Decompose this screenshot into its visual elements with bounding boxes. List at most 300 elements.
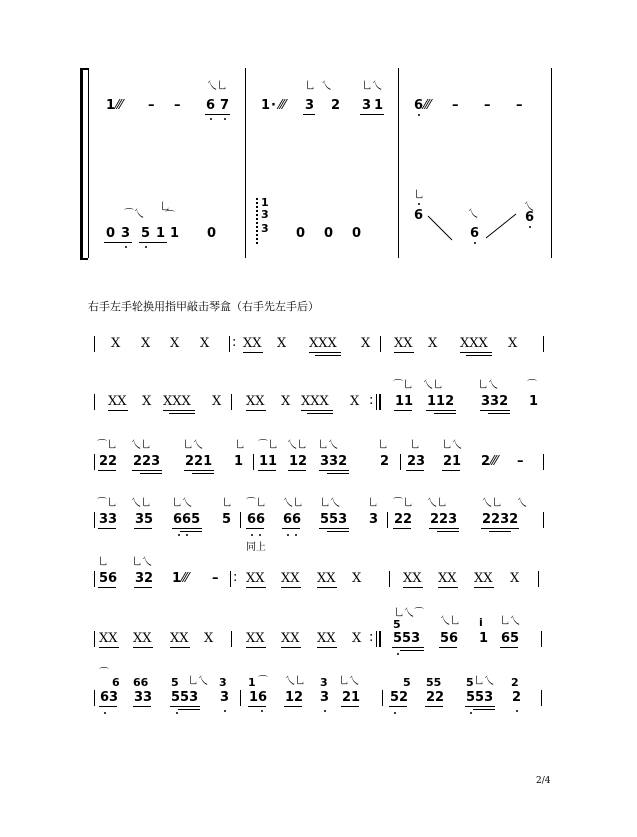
rest: 0 (352, 226, 362, 241)
repeat-barline (230, 571, 231, 587)
rest: 0 (296, 226, 306, 241)
ornament: 乚 (222, 498, 232, 509)
underline (394, 352, 414, 353)
tremolo: ⁄⁄⁄ (491, 454, 498, 469)
repeat-sign: : (233, 570, 238, 585)
low-dot (261, 710, 263, 712)
underline (327, 473, 349, 474)
beat-group: XX (99, 631, 118, 646)
note-group: 56 (440, 631, 459, 646)
underline (134, 587, 152, 588)
underline (438, 587, 458, 588)
underline (180, 531, 202, 532)
ornament: 乚乀⌒ (394, 608, 424, 619)
barline (541, 631, 542, 647)
ornament: 乚乀 (478, 380, 498, 391)
note: 1 (172, 571, 182, 586)
note: 2 (331, 98, 341, 113)
underline (480, 410, 510, 411)
note-group: 332 (481, 394, 509, 409)
note-group: 223 (133, 454, 161, 469)
low-dot (224, 118, 226, 120)
underline (172, 528, 202, 529)
low-dot (474, 242, 476, 244)
repeat-barline-thick (379, 631, 381, 647)
ornament: 乀乚 (283, 498, 303, 509)
beat-x: X (361, 336, 371, 351)
underline (169, 413, 195, 414)
underline (400, 650, 424, 651)
tremolo: ⁄⁄⁄ (116, 98, 123, 113)
beat-group: XX (108, 394, 127, 409)
ornament: 乀乚 (427, 498, 447, 509)
ornament: 乚乀 (320, 498, 340, 509)
barline (543, 454, 544, 470)
barline (94, 512, 95, 528)
repeat-barline (376, 394, 377, 410)
ornament: 乀乚 (131, 440, 151, 451)
dash: – (212, 571, 219, 586)
note-group: 66 (247, 512, 266, 527)
barline (387, 512, 388, 528)
repeat-sign: : (232, 335, 237, 350)
tremolo: ⁄⁄⁄ (424, 98, 431, 113)
page-number: 2/4 (536, 776, 551, 786)
tremolo: ⁄⁄⁄ (182, 571, 189, 586)
note: 3 (305, 98, 315, 113)
dash: – (148, 98, 155, 113)
note-group: 12 (289, 454, 308, 469)
barline (543, 512, 544, 528)
underline (429, 528, 459, 529)
barline (400, 454, 401, 470)
note: 5 (222, 512, 232, 527)
underline (98, 528, 116, 529)
beat-group: XX (170, 631, 189, 646)
ornament: 乀乚 (482, 498, 502, 509)
beat-group: XX (246, 394, 265, 409)
note: 0 (207, 226, 217, 241)
low-dot (224, 710, 226, 712)
repeat-barline (229, 336, 230, 352)
beat-group: XXX (301, 394, 329, 409)
ornament: 乚 (368, 498, 378, 509)
low-dot (397, 653, 399, 655)
note: 5 (393, 618, 401, 631)
beat-group: XX (317, 571, 336, 586)
note-group: 22 (426, 690, 445, 705)
note: 1 (106, 98, 116, 113)
note-group: 11 (259, 454, 278, 469)
underline (341, 706, 359, 707)
ornament: 乚 (235, 440, 245, 451)
low-dot (210, 118, 212, 120)
underline (163, 410, 195, 411)
ornament: 乚 (414, 190, 424, 201)
repeat-barline-thick (379, 394, 381, 410)
note-group: 553 (466, 690, 494, 705)
barline (253, 454, 254, 470)
underline (178, 709, 200, 710)
note-group: 65 (501, 631, 520, 646)
underline (170, 647, 190, 648)
barline (538, 571, 539, 587)
beat-x: X (142, 394, 152, 409)
ornament: 乚 (160, 202, 170, 213)
barline (94, 454, 95, 470)
barline-2 (398, 68, 399, 258)
note: 3 (261, 222, 269, 235)
beat-group: XX (243, 336, 262, 351)
beat-group: XX (246, 571, 265, 586)
underline (303, 114, 315, 115)
beat-x: X (200, 336, 210, 351)
note: 5 (466, 676, 474, 689)
beat-group: XX (317, 631, 336, 646)
note-group: 112 (427, 394, 455, 409)
beat-x: X (352, 571, 362, 586)
underline (465, 706, 495, 707)
low-dot (295, 534, 297, 536)
barline (94, 394, 95, 410)
note: 6 (470, 226, 480, 241)
note: 3 (320, 676, 328, 689)
underline (248, 706, 266, 707)
underline (281, 647, 301, 648)
barline (94, 690, 95, 706)
high-dot (418, 203, 420, 205)
underline (258, 470, 276, 471)
beat-group: XX (281, 571, 300, 586)
ornament: 乀乚 (423, 380, 443, 391)
beat-x: X (170, 336, 180, 351)
ornament: 乚乀 (500, 616, 520, 627)
beat-x: X (510, 571, 520, 586)
note: 3 (219, 676, 227, 689)
beat-group: XX (246, 631, 265, 646)
underline (108, 410, 128, 411)
ornament: 乀乚 (287, 440, 307, 451)
low-dot (516, 710, 518, 712)
dash: – (452, 98, 459, 113)
underline (425, 706, 443, 707)
underline (437, 531, 459, 532)
note-group: 33 (99, 512, 118, 527)
ornament: ⌒乚 (393, 498, 413, 509)
dash: – (174, 98, 181, 113)
dash: – (517, 454, 524, 469)
underline (246, 528, 264, 529)
note: 1 (234, 454, 244, 469)
underline (184, 470, 214, 471)
barline (94, 336, 95, 352)
underline (243, 352, 263, 353)
ornament: ⌒ (165, 211, 175, 222)
note: 1 (156, 226, 166, 241)
note: 5 (403, 676, 411, 689)
repeat-sign: : (369, 393, 374, 408)
underline (132, 470, 162, 471)
underline (403, 587, 423, 588)
beat-x: X (204, 631, 214, 646)
note: 3 (362, 98, 372, 113)
underline (460, 352, 492, 353)
repeat-barline (376, 631, 377, 647)
ornament: 乚乀 (132, 557, 152, 568)
underline (246, 647, 266, 648)
dash: – (516, 98, 523, 113)
beat-group: XX (394, 336, 413, 351)
underline (170, 706, 200, 707)
note: 6 (414, 98, 424, 113)
underline (327, 531, 349, 532)
low-dot (186, 534, 188, 536)
underline (98, 470, 116, 471)
rest: 0 (324, 226, 334, 241)
dot: · (271, 98, 276, 113)
beat-group: XX (474, 571, 493, 586)
underline (301, 410, 333, 411)
note-group: 66 (133, 676, 149, 689)
barline (94, 631, 95, 647)
underline (392, 647, 424, 648)
underline (205, 114, 230, 115)
barline (240, 512, 241, 528)
note-group: 21 (342, 690, 361, 705)
note: 6 (525, 210, 535, 225)
underline (473, 709, 495, 710)
underline (99, 647, 119, 648)
note-group: 55 (426, 676, 442, 689)
underline (133, 647, 153, 648)
beat-x: X (428, 336, 438, 351)
barline (240, 690, 241, 706)
beat-group: XX (403, 571, 422, 586)
underline (394, 410, 412, 411)
note-group: 11 (395, 394, 414, 409)
note: 6 (112, 676, 120, 689)
system-left-line (88, 68, 89, 258)
underline (307, 413, 333, 414)
note-group: 33 (134, 690, 153, 705)
beat-group: XXX (163, 394, 191, 409)
note: 6 (206, 98, 216, 113)
note: 3 (320, 690, 330, 705)
underline (389, 706, 407, 707)
beat-group: XX (281, 631, 300, 646)
ornament: ⌒ (527, 380, 537, 391)
low-dot (287, 534, 289, 536)
ornament: 乀 (524, 202, 534, 213)
low-dot (418, 114, 420, 116)
note: 2 (380, 454, 390, 469)
note: 1 (374, 98, 384, 113)
low-dot (104, 712, 106, 714)
low-dot (259, 534, 261, 536)
note: 3 (261, 208, 269, 221)
ornament: 乚 (378, 440, 388, 451)
note: 5 (171, 676, 179, 689)
ornament: 乚 (98, 557, 108, 568)
ornament: 乚乀 (318, 440, 338, 451)
note: 1 (261, 98, 271, 113)
tremolo: ⁄⁄⁄ (279, 98, 286, 113)
underline (489, 531, 511, 532)
system-brace-bottom (80, 258, 88, 260)
low-dot (145, 246, 147, 248)
underline (426, 410, 456, 411)
note: 1 (261, 196, 269, 209)
low-dot (394, 712, 396, 714)
note-group: 66 (283, 512, 302, 527)
beat-x: X (281, 394, 291, 409)
ornament: 乀乚 (207, 81, 227, 92)
note: 3 (121, 226, 131, 241)
underline (481, 528, 519, 529)
ornament: ⌒ (99, 668, 109, 679)
note: 3 (369, 512, 379, 527)
underline (319, 470, 349, 471)
underline (434, 413, 456, 414)
underline (140, 473, 162, 474)
beat-group: XXX (460, 336, 488, 351)
ornament: 乀乚 (285, 676, 305, 687)
ornament: 乀乚 (131, 498, 151, 509)
note-group: 21 (443, 454, 462, 469)
barline (231, 394, 232, 410)
note: 0 (106, 226, 116, 241)
underline (246, 587, 266, 588)
low-dot (324, 710, 326, 712)
underline (192, 473, 214, 474)
underline (406, 470, 424, 471)
note-group: 223 (430, 512, 458, 527)
note-group: 553 (171, 690, 199, 705)
beat-group: XXX (309, 336, 337, 351)
ornament: 乀 (517, 498, 527, 509)
ornament: 乀 (468, 209, 478, 220)
note-group: 16 (249, 690, 268, 705)
note-group: 63 (100, 690, 119, 705)
note-group: 2232 (482, 512, 519, 527)
underline (439, 647, 457, 648)
low-dot (178, 534, 180, 536)
beat-x: X (350, 394, 360, 409)
low-dot (529, 226, 531, 228)
beat-x: X (111, 336, 121, 351)
note: 2 (511, 676, 519, 689)
annotation-tongshang: 同上 (246, 542, 266, 553)
underline (281, 587, 301, 588)
note: i (479, 616, 483, 629)
system-brace (80, 68, 83, 260)
note-group: 23 (407, 454, 426, 469)
note-group: 553 (320, 512, 348, 527)
note-group: 22 (394, 512, 413, 527)
ornament: ⌒乚 (97, 498, 117, 509)
note-group: 56 (99, 571, 118, 586)
ornament: 乚乀 (172, 498, 192, 509)
ornament: 乚乀 (362, 81, 382, 92)
note-group: 22 (99, 454, 118, 469)
note: 1 (170, 226, 180, 241)
underline (134, 528, 152, 529)
beat-x: X (352, 631, 362, 646)
low-dot (125, 246, 127, 248)
note: 1 (479, 631, 489, 646)
barline (231, 631, 232, 647)
underline (104, 242, 132, 243)
system-brace-top (80, 68, 88, 70)
ornament: 乚乀 (474, 676, 494, 687)
note-group: 52 (390, 690, 409, 705)
beat-group: XX (438, 571, 457, 586)
ornament: 乚乀 (442, 440, 462, 451)
note: 1 (529, 394, 539, 409)
ornament: 乚乀 (183, 440, 203, 451)
note: 5 (141, 226, 151, 241)
underline (500, 647, 518, 648)
note-group: 332 (320, 454, 348, 469)
beat-x: X (508, 336, 518, 351)
ornament: 乚乀 (188, 676, 208, 687)
beat-x: X (141, 336, 151, 351)
ornament: 乚乀 (339, 676, 359, 687)
dash: – (484, 98, 491, 113)
beat-group: XX (133, 631, 152, 646)
underline (98, 587, 116, 588)
barline (94, 571, 95, 587)
note: 3 (220, 690, 230, 705)
underline (317, 647, 337, 648)
ornament: ⌒乚 (393, 380, 413, 391)
ornament: 乀乚 (440, 616, 460, 627)
ornament: ⌒乀 (124, 209, 144, 220)
note-group: 665 (173, 512, 201, 527)
underline (133, 706, 151, 707)
underline (309, 352, 341, 353)
ornament: ⌒ (258, 676, 268, 687)
note: 6 (414, 208, 424, 223)
low-dot (470, 712, 472, 714)
underline (282, 528, 300, 529)
note: 2 (481, 454, 491, 469)
note-group: 32 (135, 571, 154, 586)
note: 7 (220, 98, 230, 113)
underline (393, 528, 411, 529)
ornament: ⌒乚 (97, 440, 117, 451)
underline (474, 587, 494, 588)
underline (99, 706, 117, 707)
underline (246, 410, 266, 411)
underline (442, 470, 460, 471)
underline (488, 413, 510, 414)
ornament: 乚 (410, 440, 420, 451)
instruction-caption: 右手左手轮换用指甲敲击琴盒（右手先左手后） (88, 300, 319, 313)
underline (284, 706, 302, 707)
barline (382, 690, 383, 706)
barline (541, 690, 542, 706)
low-dot (176, 712, 178, 714)
underline (317, 587, 337, 588)
underline (319, 528, 349, 529)
note: 1 (248, 676, 256, 689)
ornament: ⌒乚 (258, 440, 278, 451)
note-group: 35 (135, 512, 154, 527)
underline (139, 242, 167, 243)
beat-x: X (212, 394, 222, 409)
ornament: ⌒乚 (246, 498, 266, 509)
